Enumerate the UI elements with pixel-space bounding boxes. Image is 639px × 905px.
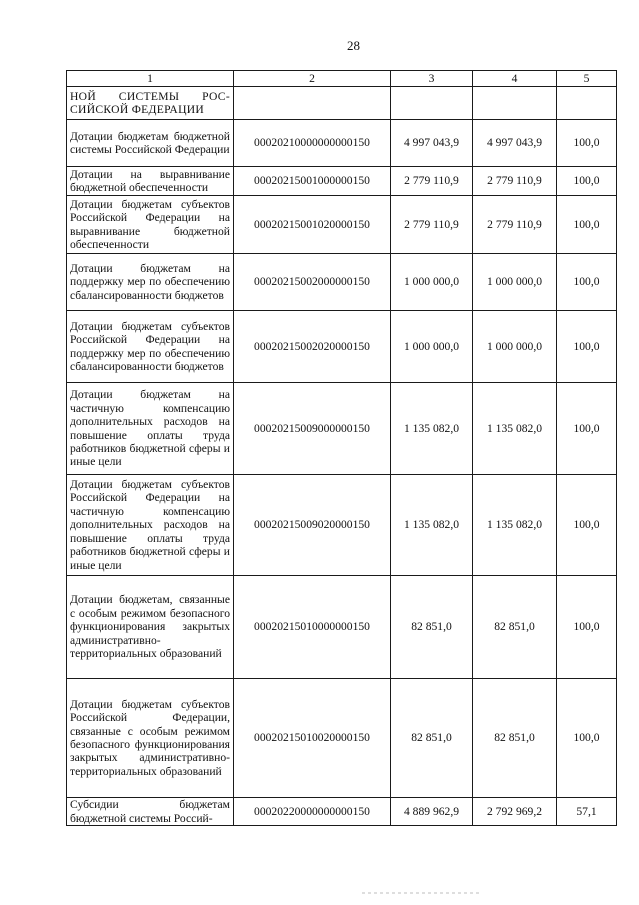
row-code-cell: 00020215010020000150	[234, 679, 391, 798]
row-percent-cell: 57,1	[557, 798, 617, 826]
row-fact-cell: 1 135 082,0	[473, 475, 557, 576]
table-row	[67, 196, 617, 254]
row-name-cell: Дотации бюджетам, связанные с особым режимом безопасного функционирования закрытых административно-территориальных образований	[67, 576, 234, 679]
row-plan-cell: 1 000 000,0	[391, 254, 473, 311]
row-fact-cell: 2 779 110,9	[473, 196, 557, 254]
row-plan-cell: 1 135 082,0	[391, 383, 473, 475]
row-plan-cell: 82 851,0	[391, 576, 473, 679]
row-name-cell: Дотации бюджетам субъектов Российской Федерации на частичную компенсацию дополнительных расходов на повышение оплаты труда работников бюджетной сферы и иные цели	[67, 475, 234, 576]
table-row	[67, 167, 617, 196]
row-name-cell: Дотации на выравнивание бюджетной обеспеченности	[67, 167, 234, 196]
row-plan-cell: 2 779 110,9	[391, 167, 473, 196]
table-row	[67, 254, 617, 311]
column-header-5: 5	[557, 71, 617, 87]
budget-table	[66, 70, 617, 826]
row-fact-cell: 2 792 969,2	[473, 798, 557, 826]
table-row	[67, 679, 617, 798]
row-percent-cell: 100,0	[557, 196, 617, 254]
row-percent-cell: 100,0	[557, 576, 617, 679]
table-row	[67, 87, 617, 120]
row-name-cell: Дотации бюджетам на поддержку мер по обеспечению сбалансированности бюджетов	[67, 254, 234, 311]
row-plan-cell: 82 851,0	[391, 679, 473, 798]
row-code-cell: 00020215009020000150	[234, 475, 391, 576]
row-name-cell: НОЙ СИСТЕМЫ РОС-СИЙСКОЙ ФЕДЕРАЦИИ	[67, 87, 234, 120]
row-name-cell: Дотации бюджетам субъектов Российской Федерации, связанные с особым режимом безопасного функционирования закрытых административно-территориальных образований	[67, 679, 234, 798]
row-plan-cell: 2 779 110,9	[391, 196, 473, 254]
row-fact-cell: 1 000 000,0	[473, 254, 557, 311]
row-percent-cell: 100,0	[557, 679, 617, 798]
table-row	[67, 311, 617, 383]
row-fact-cell	[473, 87, 557, 120]
row-percent-cell: 100,0	[557, 167, 617, 196]
column-header-4: 4	[473, 71, 557, 87]
scan-artifact	[362, 892, 482, 894]
table-row	[67, 475, 617, 576]
row-name-cell: Дотации бюджетам субъектов Российской Федерации на выравнивание бюджетной обеспеченности	[67, 196, 234, 254]
row-name-cell: Дотации бюджетам на частичную компенсацию дополнительных расходов на повышение оплаты труда работников бюджетной сферы и иные цели	[67, 383, 234, 475]
row-name-cell: Дотации бюджетам субъектов Российской Федерации на поддержку мер по обеспечению сбалансированности бюджетов	[67, 311, 234, 383]
column-header-3: 3	[391, 71, 473, 87]
row-code-cell: 00020210000000000150	[234, 120, 391, 167]
row-fact-cell: 82 851,0	[473, 679, 557, 798]
row-code-cell: 00020215001020000150	[234, 196, 391, 254]
row-code-cell: 00020220000000000150	[234, 798, 391, 826]
row-name-cell: Субсидии бюджетам бюджетной системы Россий-	[67, 798, 234, 826]
table-row	[67, 383, 617, 475]
row-plan-cell: 1 000 000,0	[391, 311, 473, 383]
column-header-1: 1	[67, 71, 234, 87]
row-code-cell: 00020215010000000150	[234, 576, 391, 679]
row-name-cell: Дотации бюджетам бюджетной системы Российской Федерации	[67, 120, 234, 167]
row-percent-cell: 100,0	[557, 120, 617, 167]
table-body	[67, 87, 617, 826]
row-percent-cell: 100,0	[557, 311, 617, 383]
row-percent-cell: 100,0	[557, 383, 617, 475]
row-fact-cell: 4 997 043,9	[473, 120, 557, 167]
header-row	[67, 71, 617, 87]
row-code-cell: 00020215009000000150	[234, 383, 391, 475]
row-code-cell: 00020215001000000150	[234, 167, 391, 196]
row-plan-cell: 1 135 082,0	[391, 475, 473, 576]
row-percent-cell	[557, 87, 617, 120]
row-fact-cell: 82 851,0	[473, 576, 557, 679]
row-plan-cell: 4 889 962,9	[391, 798, 473, 826]
row-fact-cell: 1 000 000,0	[473, 311, 557, 383]
row-percent-cell: 100,0	[557, 254, 617, 311]
row-plan-cell	[391, 87, 473, 120]
row-fact-cell: 1 135 082,0	[473, 383, 557, 475]
table-row	[67, 120, 617, 167]
row-code-cell: 00020215002020000150	[234, 311, 391, 383]
column-header-2: 2	[234, 71, 391, 87]
row-fact-cell: 2 779 110,9	[473, 167, 557, 196]
row-code-cell	[234, 87, 391, 120]
table-row	[67, 576, 617, 679]
page-number: 28	[347, 38, 360, 53]
row-code-cell: 00020215002000000150	[234, 254, 391, 311]
row-percent-cell: 100,0	[557, 475, 617, 576]
row-plan-cell: 4 997 043,9	[391, 120, 473, 167]
table-row	[67, 798, 617, 826]
